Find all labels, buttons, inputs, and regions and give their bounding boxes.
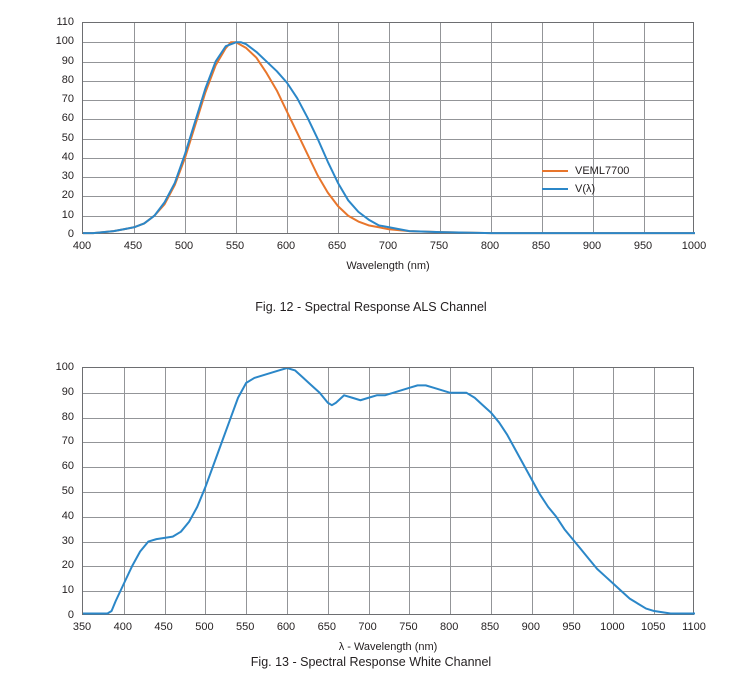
fig12-series-line [83, 42, 695, 233]
fig13-x-tick-label: 1050 [640, 621, 666, 633]
fig12-y-tick-label: 20 [61, 189, 74, 202]
fig13-x-tick-label: 400 [113, 621, 132, 633]
fig12-x-tick-label: 800 [480, 240, 500, 252]
fig12-x-tick-label: 850 [531, 240, 551, 252]
fig12-x-tick-label: 750 [429, 240, 449, 252]
fig13-x-tick-label: 650 [317, 621, 336, 633]
legend-item [542, 162, 629, 180]
fig12-x-tick-label: 950 [633, 240, 653, 252]
fig13-y-tick-label: 70 [61, 435, 74, 448]
fig12-legend [542, 162, 629, 198]
legend-label: V(λ) [575, 183, 596, 195]
fig13-x-tick-label: 1100 [682, 621, 706, 633]
fig13-y-tick-label: 10 [61, 584, 74, 597]
legend-label: VEML7700 [575, 165, 630, 177]
fig13-y-tick-label: 40 [61, 509, 74, 522]
figure-12 [0, 0, 742, 320]
fig12-x-tick-label: 1000 [681, 240, 707, 252]
fig12-y-tick-label: 40 [61, 150, 74, 163]
fig12-y-tick-label: 30 [61, 170, 74, 183]
fig13-y-tick-label: 20 [61, 559, 74, 572]
fig13-y-tick-label: 50 [61, 485, 74, 497]
fig12-x-tick-label: 550 [225, 240, 245, 252]
fig12-y-tick-label: 90 [61, 54, 74, 67]
fig12-series-layer [83, 23, 695, 235]
fig12-x-tick-label: 700 [378, 240, 398, 252]
fig13-x-tick-label: 950 [562, 621, 581, 633]
fig13-x-tick-label: 800 [440, 621, 459, 633]
fig12-x-tick-label: 650 [327, 240, 347, 252]
fig13-y-tick-label: 80 [61, 410, 74, 423]
fig12-plot-frame [82, 22, 694, 234]
fig12-y-tick-label: 100 [55, 35, 74, 48]
fig12-y-tick-label: 70 [61, 93, 74, 106]
fig13-x-tick-label: 550 [236, 621, 255, 633]
fig12-y-tick-label: 110 [56, 16, 74, 28]
fig13-x-axis-title: λ - Wavelength (nm) [338, 641, 438, 653]
legend-item [542, 180, 629, 198]
fig12-x-axis-title: Wavelength (nm) [346, 260, 430, 272]
fig13-x-tick-label: 900 [521, 621, 540, 633]
fig13-x-tick-label: 350 [72, 621, 92, 633]
fig13-x-tick-label: 450 [154, 621, 173, 633]
fig13-plot-frame [82, 367, 694, 615]
fig13-x-tick-label: 600 [276, 621, 296, 633]
fig13-caption: Fig. 13 - Spectral Response White Channel [250, 655, 492, 669]
fig13-x-tick-label: 750 [399, 621, 418, 633]
fig12-y-tick-label: 60 [61, 112, 74, 125]
fig12-x-tick-label: 400 [72, 240, 92, 252]
fig13-x-tick-label: 1000 [600, 621, 625, 633]
fig12-y-tick-label: 50 [61, 131, 74, 144]
fig12-x-tick-label: 500 [174, 240, 194, 252]
legend-color-swatch [542, 170, 568, 172]
legend-color-swatch [542, 188, 568, 190]
fig13-series-layer [83, 368, 695, 616]
fig13-x-tick-label: 700 [358, 621, 377, 633]
fig13-x-tick-label: 500 [195, 621, 214, 633]
figure-13 [0, 345, 742, 684]
fig12-x-tick-label: 600 [276, 240, 296, 252]
fig12-y-tick-label: 80 [61, 73, 74, 86]
fig12-caption: Fig. 12 - Spectral Response ALS Channel [255, 300, 487, 314]
fig13-y-tick-label: 90 [61, 385, 74, 398]
fig13-y-tick-label: 0 [67, 609, 74, 621]
fig13-y-tick-label: 60 [61, 460, 74, 473]
fig13-x-tick-label: 850 [480, 621, 500, 633]
fig13-y-tick-label: 100 [55, 361, 74, 373]
fig12-series-line [83, 42, 695, 233]
fig13-y-tick-label: 30 [61, 534, 74, 547]
fig12-x-tick-label: 450 [123, 240, 143, 252]
fig13-series-line [83, 368, 695, 614]
fig12-y-tick-label: 10 [61, 208, 74, 221]
fig12-x-tick-label: 900 [582, 240, 602, 252]
fig12-y-tick-label: 0 [67, 228, 74, 240]
